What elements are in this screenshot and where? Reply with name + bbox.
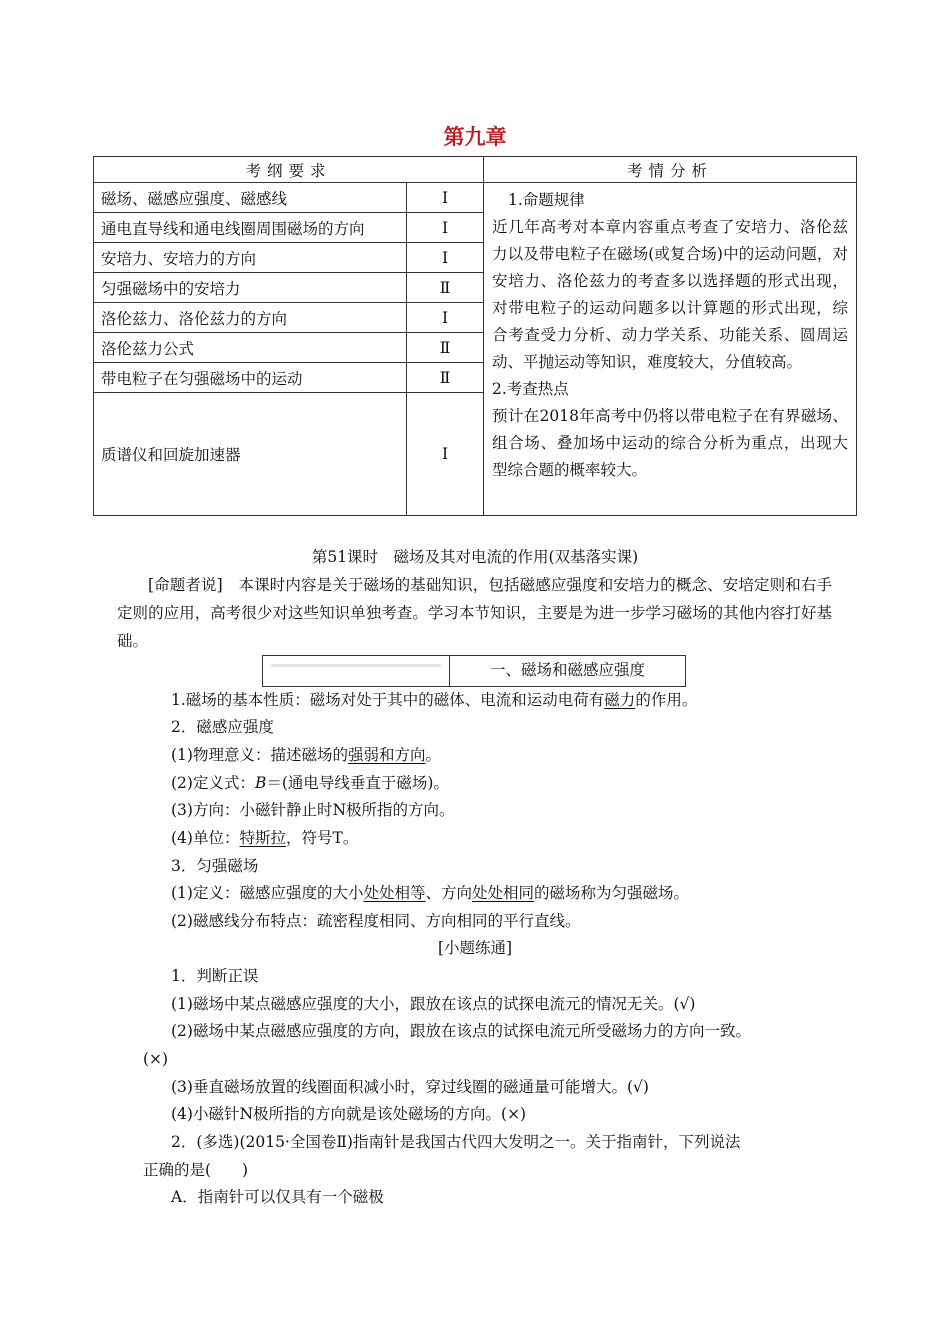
- content-line: A．指南针可以仅具有一个磁极: [171, 1188, 384, 1206]
- intro-paragraph: [117, 571, 832, 655]
- intro-label: [命题者说]: [148, 576, 223, 594]
- requirement-level: Ⅰ: [407, 393, 484, 516]
- chapter-title: 第九章: [443, 125, 507, 149]
- content-line: 2．磁感应强度: [171, 718, 274, 736]
- content-line: (2)磁场中某点磁感应强度的方向，跟放在该点的试探电流元所受磁场力的方向一致。: [171, 1022, 751, 1040]
- content-line: 3．匀强磁场: [171, 857, 259, 875]
- requirement-level: Ⅰ: [407, 183, 484, 213]
- requirement-level: Ⅱ: [407, 333, 484, 363]
- underlined-term: 处处相同: [472, 884, 535, 902]
- underlined-term: 磁力: [604, 691, 636, 709]
- requirement-level: Ⅱ: [407, 363, 484, 393]
- col-header-analysis: 考情分析: [484, 157, 857, 183]
- requirement-item: 质谱仪和回旋加速器: [94, 393, 407, 516]
- table-row: [94, 183, 857, 213]
- content-line: 1．判断正误: [171, 967, 259, 985]
- requirement-item: 洛伦兹力、洛伦兹力的方向: [94, 303, 407, 333]
- requirement-item: 安培力、安培力的方向: [94, 243, 407, 273]
- requirement-item: 带电粒子在匀强磁场中的运动: [94, 363, 407, 393]
- content-line: (4)单位：特斯拉，符号T。: [171, 829, 359, 847]
- formula-variable: B: [254, 774, 267, 792]
- underlined-term: 强弱和方向: [347, 746, 426, 764]
- underlined-term: 处处相等: [363, 884, 426, 902]
- content-line: (1)物理意义：描述磁场的强弱和方向。: [171, 746, 441, 764]
- analysis-paragraph-2: 预计在2018年高考中仍将以带电粒子在有界磁场、组合场、叠加场中运动的综合分析为重点，出现大型综合题的概率较大。: [492, 407, 848, 479]
- section-heading-box: [262, 655, 686, 687]
- requirement-level: Ⅱ: [407, 273, 484, 303]
- requirement-item: 磁场、磁感应强度、磁感线: [94, 183, 407, 213]
- content-line: 2．(多选)(2015·全国卷Ⅱ)指南针是我国古代四大发明之一。关于指南针，下列说法: [171, 1133, 741, 1151]
- content-line: (2)磁感线分布特点：疏密程度相同、方向相同的平行直线。: [171, 912, 581, 930]
- content-line: (3)垂直磁场放置的线圈面积减小时，穿过线圈的磁通量可能增大。(√): [171, 1078, 649, 1096]
- content-line: (2)定义式：B＝(通电导线垂直于磁场)。: [171, 774, 449, 792]
- content-line: (4)小磁针N极所指的方向就是该处磁场的方向。(×): [171, 1105, 527, 1123]
- analysis-cell: [484, 183, 857, 516]
- content-line: (3)方向：小磁针静止时N极所指的方向。: [171, 801, 455, 819]
- analysis-heading-1: 1.命题规律: [508, 191, 585, 209]
- requirement-level: Ⅰ: [407, 243, 484, 273]
- content-line: 1.磁场的基本性质：磁场对处于其中的磁体、电流和运动电荷有磁力的作用。: [171, 691, 698, 709]
- requirement-item: 通电直导线和通电线圈周围磁场的方向: [94, 213, 407, 243]
- col-header-requirements: 考纲要求: [94, 157, 484, 183]
- section-heading-blank: [263, 656, 450, 686]
- table-header-row: [94, 157, 857, 183]
- intro-text: 本课时内容是关于磁场的基础知识，包括磁感应强度和安培力的概念、安培定则和右手定则的应用，高考很少对这些知识单独考查。学习本节知识，主要是为进一步学习磁场的其他内容打好基础。: [117, 576, 832, 650]
- content-line: (×): [143, 1050, 169, 1068]
- requirement-level: Ⅰ: [407, 303, 484, 333]
- practice-heading: [小题练通]: [437, 939, 513, 957]
- syllabus-table: [93, 156, 857, 516]
- section-heading: 一、磁场和磁感应强度: [489, 661, 645, 679]
- underlined-term: 特斯拉: [239, 829, 286, 847]
- content-line: 正确的是( ): [143, 1161, 249, 1179]
- analysis-paragraph-1: 近几年高考对本章内容重点考查了安培力、洛伦兹力以及带电粒子在磁场(或复合场)中的运动问题，对安培力、洛伦兹力的考查多以选择题的形式出现，对带电粒子的运动问题多以计算题的形式出现，综合考查受力分析、动力学关系、功能关系、圆周运动、平抛运动等知识，难度较大，分值较高。: [492, 218, 848, 371]
- requirement-item: 匀强磁场中的安培力: [94, 273, 407, 303]
- content-line: (1)磁场中某点磁感应强度的大小，跟放在该点的试探电流元的情况无关。(√): [171, 995, 696, 1013]
- requirement-level: Ⅰ: [407, 213, 484, 243]
- content-line: (1)定义：磁感应强度的大小处处相等、方向处处相同的磁场称为匀强磁场。: [171, 884, 690, 902]
- lesson-title: 第51课时 磁场及其对电流的作用(双基落实课): [311, 548, 639, 566]
- requirement-item: 洛伦兹力公式: [94, 333, 407, 363]
- analysis-heading-2: 2.考查热点: [492, 380, 569, 398]
